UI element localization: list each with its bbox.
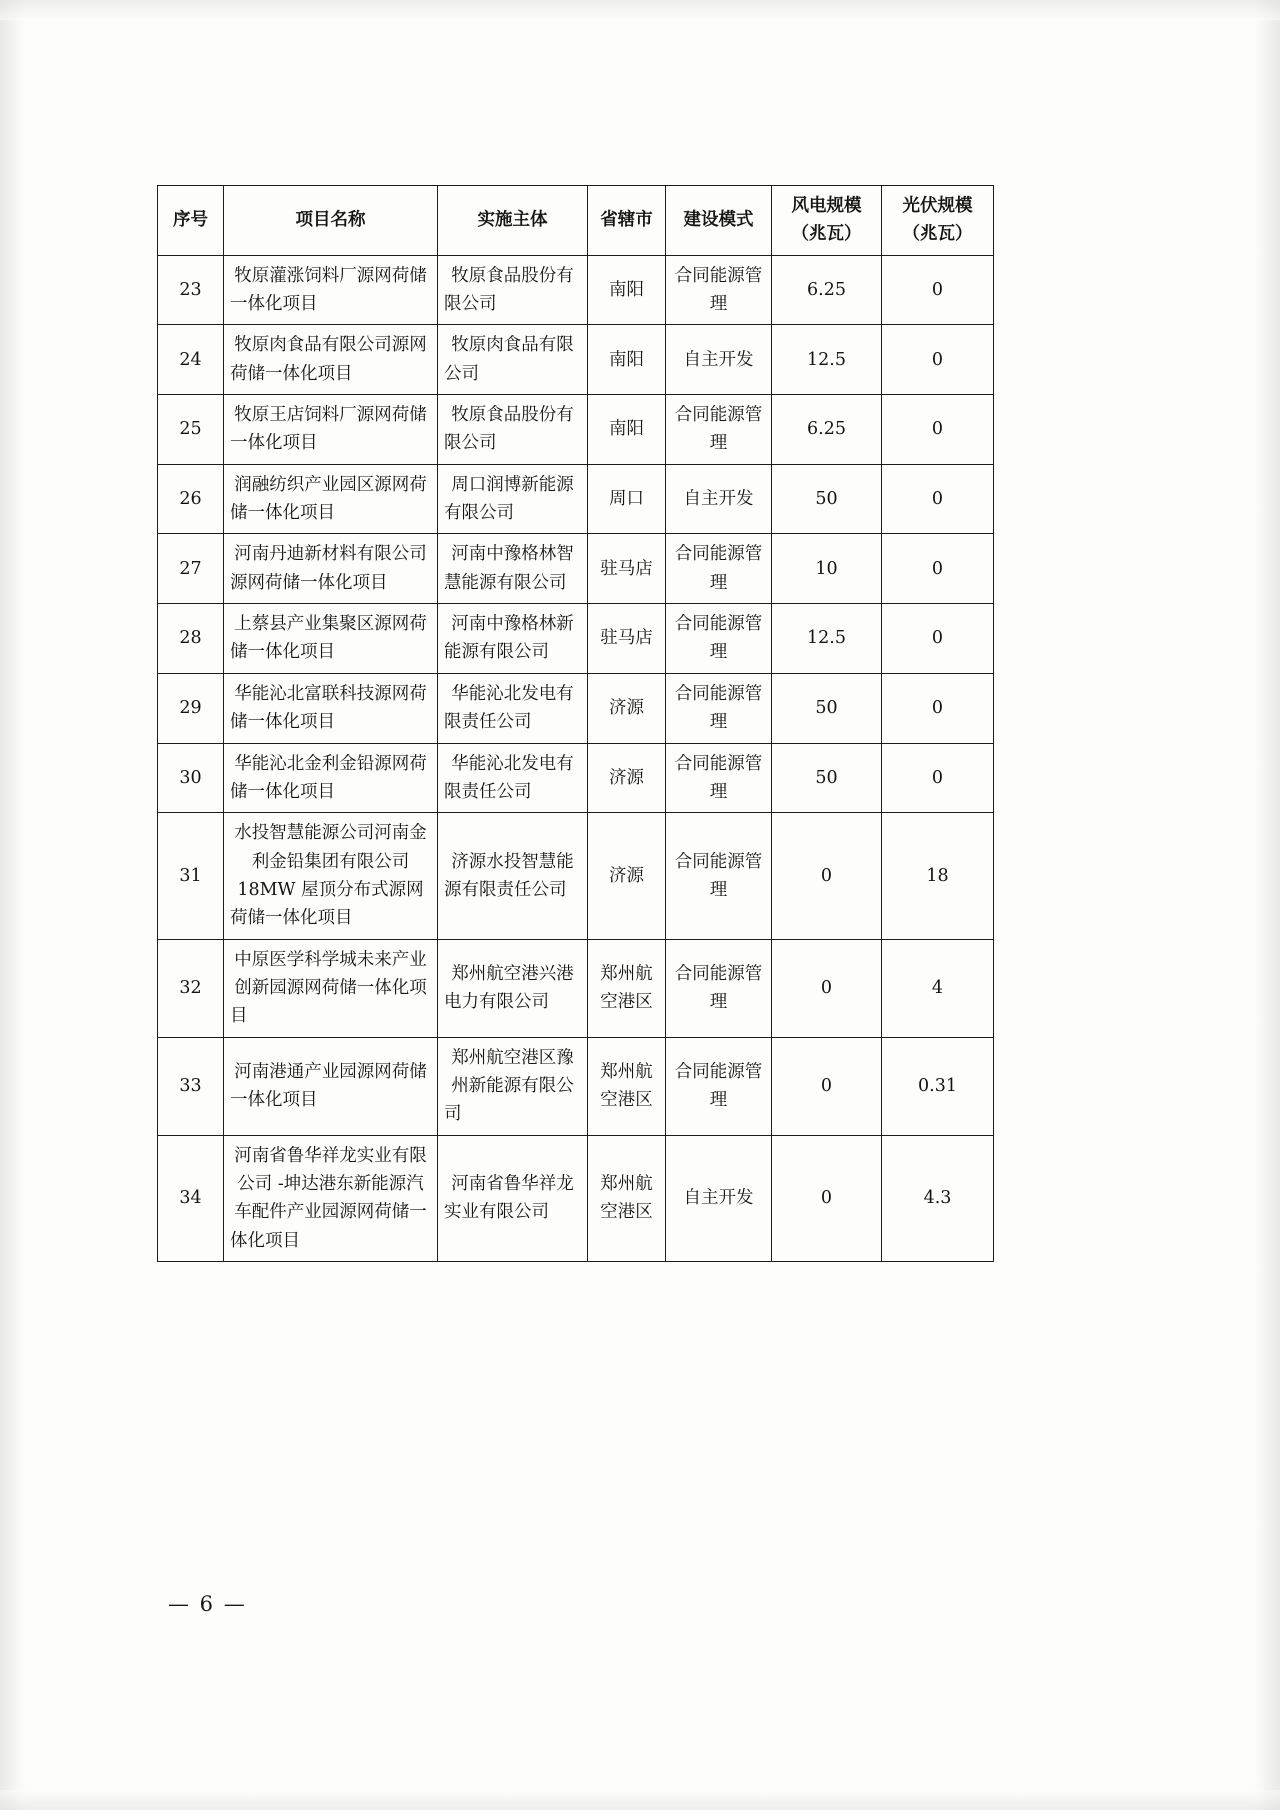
table-row: [158, 1135, 994, 1261]
header-city: [588, 186, 666, 256]
page-number: — 6 —: [168, 1592, 247, 1616]
cell-mode: 合同能源管理: [666, 743, 772, 813]
header-wind-capacity-label: 风电规模: [791, 196, 862, 216]
scan-edge-left: [0, 0, 26, 1810]
cell-wind: 50: [772, 743, 882, 813]
cell-project: 河南省鲁华祥龙实业有限公司 -坤达港东新能源汽车配件产业园源网荷储一体化项目: [224, 1135, 438, 1261]
cell-pv: 0: [882, 325, 994, 395]
cell-pv: 4.3: [882, 1135, 994, 1261]
header-subject: [438, 186, 588, 256]
project-table: [157, 185, 994, 1262]
cell-mode: 合同能源管理: [666, 673, 772, 743]
header-mode-label: 建设模式: [683, 210, 754, 231]
header-pv-capacity-label: 光伏规模: [902, 196, 973, 216]
cell-index: 27: [158, 534, 224, 604]
cell-subject: 郑州航空港区豫州新能源有限公司: [438, 1037, 588, 1135]
project-table-container: [157, 185, 993, 1262]
table-row: [158, 534, 994, 604]
header-wind-capacity-unit: （兆瓦）: [791, 224, 862, 245]
cell-pv: 0: [882, 464, 994, 534]
cell-index: 34: [158, 1135, 224, 1261]
table-body: [158, 255, 994, 1261]
cell-project: 华能沁北金利金铅源网荷储一体化项目: [224, 743, 438, 813]
cell-pv: 0: [882, 255, 994, 325]
header-project-name: [224, 186, 438, 256]
cell-wind: 50: [772, 673, 882, 743]
cell-mode: 自主开发: [666, 325, 772, 395]
cell-project: 牧原王店饲料厂源网荷储一体化项目: [224, 395, 438, 465]
cell-project: 华能沁北富联科技源网荷储一体化项目: [224, 673, 438, 743]
table-row: [158, 325, 994, 395]
cell-city: 南阳: [588, 395, 666, 465]
header-mode: [666, 186, 772, 256]
cell-mode: 合同能源管理: [666, 939, 772, 1037]
cell-subject: 牧原食品股份有限公司: [438, 395, 588, 465]
cell-city: 郑州航空港区: [588, 939, 666, 1037]
header-pv-capacity: [882, 186, 994, 256]
cell-wind: 6.25: [772, 395, 882, 465]
header-pv-capacity-unit: （兆瓦）: [902, 224, 973, 245]
cell-wind: 0: [772, 813, 882, 939]
scan-edge-bottom: [0, 1790, 1280, 1810]
cell-wind: 12.5: [772, 325, 882, 395]
scan-edge-top: [0, 0, 1280, 20]
header-subject-label: 实施主体: [477, 210, 548, 231]
cell-pv: 0.31: [882, 1037, 994, 1135]
cell-project: 河南丹迪新材料有限公司源网荷储一体化项目: [224, 534, 438, 604]
cell-project: 润融纺织产业园区源网荷储一体化项目: [224, 464, 438, 534]
cell-mode: 自主开发: [666, 464, 772, 534]
cell-city: 济源: [588, 813, 666, 939]
cell-subject: 牧原食品股份有限公司: [438, 255, 588, 325]
cell-index: 28: [158, 604, 224, 674]
cell-subject: 河南中豫格林智慧能源有限公司: [438, 534, 588, 604]
table-header-row: [158, 186, 994, 256]
header-city-label: 省辖市: [600, 210, 653, 231]
cell-pv: 0: [882, 743, 994, 813]
cell-city: 南阳: [588, 255, 666, 325]
cell-mode: 合同能源管理: [666, 255, 772, 325]
cell-project: 河南港通产业园源网荷储一体化项目: [224, 1037, 438, 1135]
table-row: [158, 673, 994, 743]
cell-city: 驻马店: [588, 604, 666, 674]
table-header: [158, 186, 994, 256]
cell-mode: 合同能源管理: [666, 604, 772, 674]
header-index-label: 序号: [173, 210, 208, 231]
cell-subject: 河南中豫格林新能源有限公司: [438, 604, 588, 674]
table-row: [158, 255, 994, 325]
cell-project: 中原医学科学城未来产业创新园源网荷储一体化项目: [224, 939, 438, 1037]
cell-mode: 合同能源管理: [666, 1037, 772, 1135]
scan-edge-right: [1254, 0, 1280, 1810]
cell-subject: 济源水投智慧能源有限责任公司: [438, 813, 588, 939]
cell-subject: 郑州航空港兴港电力有限公司: [438, 939, 588, 1037]
cell-subject: 牧原肉食品有限公司: [438, 325, 588, 395]
cell-city: 济源: [588, 673, 666, 743]
cell-project: 水投智慧能源公司河南金利金铅集团有限公司18MW 屋顶分布式源网荷储一体化项目: [224, 813, 438, 939]
cell-project: 牧原肉食品有限公司源网荷储一体化项目: [224, 325, 438, 395]
table-row: [158, 464, 994, 534]
cell-pv: 0: [882, 395, 994, 465]
cell-pv: 18: [882, 813, 994, 939]
cell-pv: 0: [882, 604, 994, 674]
header-project-name-label: 项目名称: [295, 210, 366, 231]
cell-pv: 0: [882, 534, 994, 604]
cell-wind: 10: [772, 534, 882, 604]
cell-subject: 华能沁北发电有限责任公司: [438, 673, 588, 743]
table-row: [158, 1037, 994, 1135]
cell-city: 周口: [588, 464, 666, 534]
cell-index: 24: [158, 325, 224, 395]
cell-wind: 50: [772, 464, 882, 534]
cell-subject: 河南省鲁华祥龙实业有限公司: [438, 1135, 588, 1261]
cell-subject: 华能沁北发电有限责任公司: [438, 743, 588, 813]
table-row: [158, 743, 994, 813]
cell-wind: 6.25: [772, 255, 882, 325]
cell-index: 29: [158, 673, 224, 743]
cell-project: 牧原灌涨饲料厂源网荷储一体化项目: [224, 255, 438, 325]
table-row: [158, 939, 994, 1037]
cell-index: 31: [158, 813, 224, 939]
header-wind-capacity: [772, 186, 882, 256]
cell-city: 济源: [588, 743, 666, 813]
cell-city: 南阳: [588, 325, 666, 395]
cell-index: 25: [158, 395, 224, 465]
cell-index: 26: [158, 464, 224, 534]
table-row: [158, 813, 994, 939]
cell-project: 上蔡县产业集聚区源网荷储一体化项目: [224, 604, 438, 674]
cell-index: 23: [158, 255, 224, 325]
cell-mode: 合同能源管理: [666, 534, 772, 604]
cell-city: 驻马店: [588, 534, 666, 604]
cell-city: 郑州航空港区: [588, 1037, 666, 1135]
cell-mode: 合同能源管理: [666, 813, 772, 939]
cell-pv: 4: [882, 939, 994, 1037]
cell-pv: 0: [882, 673, 994, 743]
table-row: [158, 604, 994, 674]
cell-wind: 0: [772, 1037, 882, 1135]
cell-subject: 周口润博新能源有限公司: [438, 464, 588, 534]
cell-city: 郑州航空港区: [588, 1135, 666, 1261]
table-row: [158, 395, 994, 465]
header-index: [158, 186, 224, 256]
cell-index: 33: [158, 1037, 224, 1135]
cell-mode: 合同能源管理: [666, 395, 772, 465]
cell-index: 30: [158, 743, 224, 813]
cell-mode: 自主开发: [666, 1135, 772, 1261]
cell-wind: 0: [772, 1135, 882, 1261]
cell-index: 32: [158, 939, 224, 1037]
cell-wind: 0: [772, 939, 882, 1037]
cell-wind: 12.5: [772, 604, 882, 674]
